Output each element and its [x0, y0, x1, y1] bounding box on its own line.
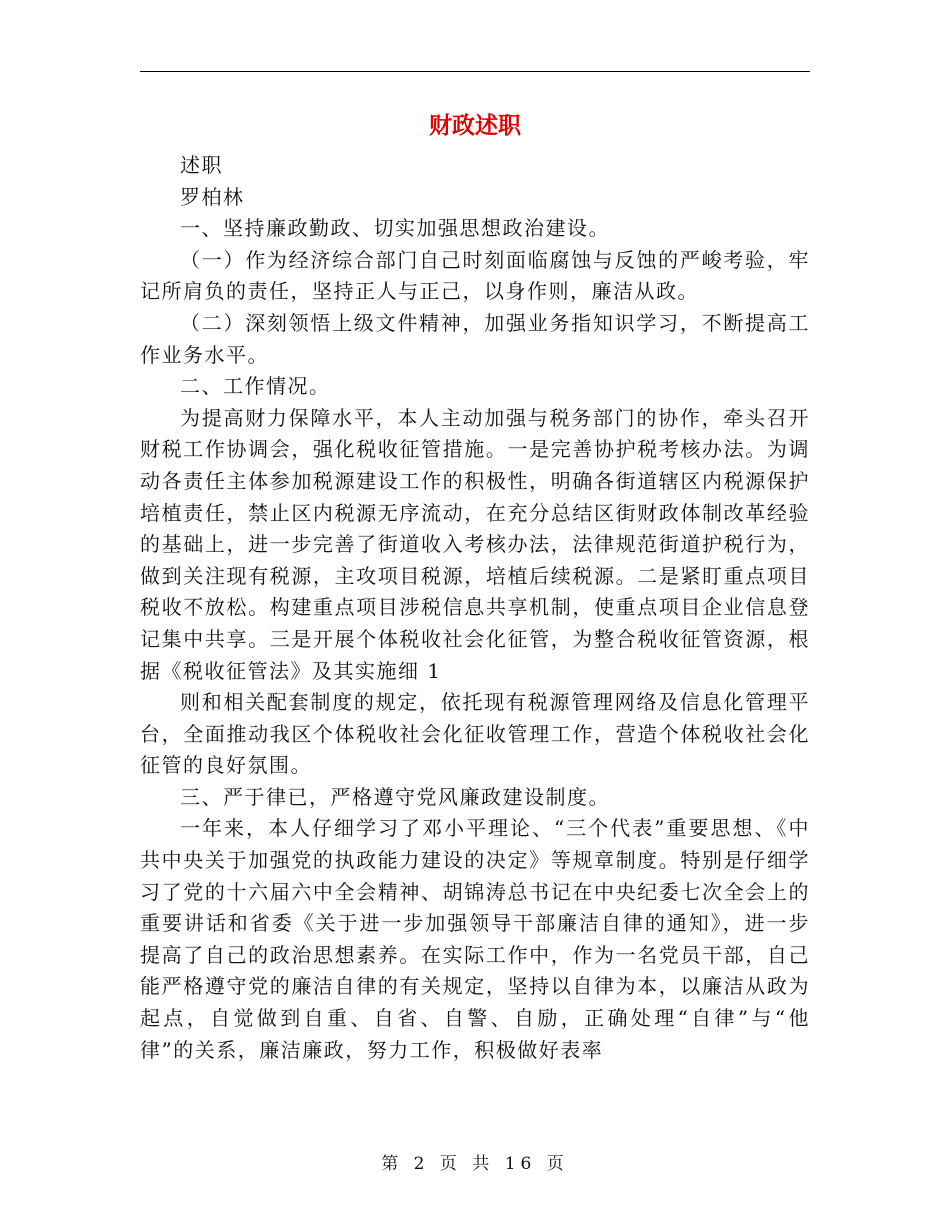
paragraph: （一）作为经济综合部门自己时刻面临腐蚀与反蚀的严峻考验，牢记所肩负的责任，坚持正人与正己，以身作则，廉洁从政。: [140, 247, 810, 304]
document-body: [140, 150, 810, 1066]
section-heading-1: 一、坚持廉政勤政、切实加强思想政治建设。: [180, 216, 610, 241]
paragraph: 为提高财力保障水平，本人主动加强与税务部门的协作，牵头召开财税工作协调会，强化税收征管措施。一是完善协护税考核办法。为调动各责任主体参加税源建设工作的积极性，明确各街道辖区内税源保护培植责任，禁止区内税源无序流动，在充分总结区街财政体制改革经验的基础上，进一步完善了街道收入考核办法，法律规范街道护税行为，做到关注现有税源，主攻项目税源，培植后续税源。二是紧盯重点项目税收不放松。构建重点项目涉税信息共享机制，使重点项目企业信息登记集中共享。三是开展个体税收社会化征管，为整合税收征管资源，根据《税收征管法》及其实施细 1: [140, 405, 810, 683]
paragraph: 则和相关配套制度的规定，依托现有税源管理网络及信息化管理平台，全面推动我区个体税收社会化征收管理工作，营造个体税收社会化征管的良好氛围。: [140, 690, 810, 778]
paragraph: （二）深刻领悟上级文件精神，加强业务指知识学习，不断提高工作业务水平。: [140, 310, 810, 367]
paragraph-label-shuzhi: 述职: [180, 153, 223, 177]
paragraph-author: 罗柏林: [180, 184, 245, 209]
document-title: 财政述职: [429, 112, 521, 139]
header-rule: [140, 71, 810, 72]
section-heading-3: 三、严于律已，严格遵守党风廉政建设制度。: [180, 784, 610, 809]
page-number-footer: 第 2 页 共 16 页: [381, 1154, 569, 1174]
paragraph: 一年来，本人仔细学习了邓小平理论、“三个代表”重要思想、《中共中央关于加强党的执政能力建设的决定》等规章制度。特别是仔细学习了党的十六届六中全会精神、胡锦涛总书记在中央纪委七次全会上的重要讲话和省委《关于进一步加强领导干部廉洁自律的通知》，进一步提高了自己的政治思想素养。在实际工作中，作为一名党员干部，自己能严格遵守党的廉洁自律的有关规定，坚持以自律为本，以廉洁从政为起点，自觉做到自重、自省、自警、自励，正确处理“自律”与“他律”的关系，廉洁廉政，努力工作，积极做好表率: [140, 816, 810, 1062]
section-heading-2: 二、工作情况。: [180, 374, 331, 399]
